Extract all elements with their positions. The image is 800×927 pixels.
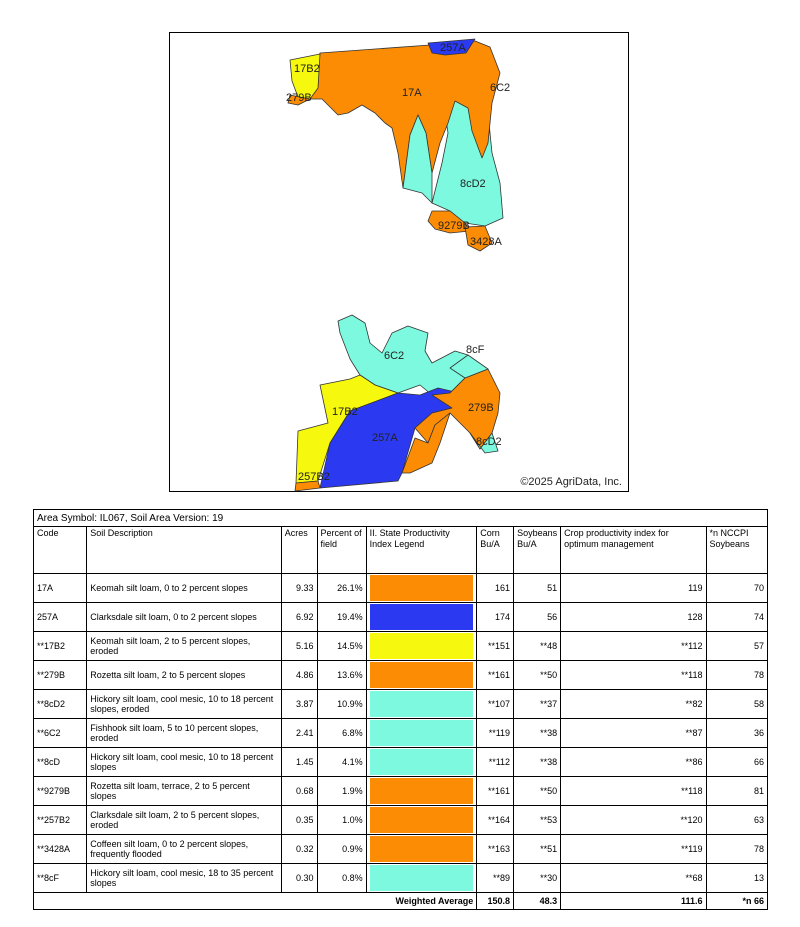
cell-legend-swatch xyxy=(366,748,477,777)
cell-nccpi: 78 xyxy=(706,835,768,864)
cell-soybeans: **51 xyxy=(514,835,561,864)
cell-legend-swatch xyxy=(366,719,477,748)
cell-percent: 19.4% xyxy=(317,603,366,632)
table-row xyxy=(34,835,768,864)
cell-acres: 6.92 xyxy=(281,603,317,632)
header-nccpi-soybeans: *n NCCPI Soybeans xyxy=(706,527,768,574)
cell-percent: 6.8% xyxy=(317,719,366,748)
cell-code: **257B2 xyxy=(34,806,87,835)
cell-legend-swatch xyxy=(366,603,477,632)
cell-acres: 0.35 xyxy=(281,806,317,835)
cell-legend-swatch xyxy=(366,777,477,806)
cell-code: **6C2 xyxy=(34,719,87,748)
header-productivity-legend: II. State Productivity Index Legend xyxy=(366,527,477,574)
cell-acres: 4.86 xyxy=(281,661,317,690)
cell-legend-swatch xyxy=(366,835,477,864)
cell-acres: 0.32 xyxy=(281,835,317,864)
cell-code: **8cD2 xyxy=(34,690,87,719)
cell-nccpi: 36 xyxy=(706,719,768,748)
cell-cpi: **120 xyxy=(561,806,706,835)
cell-percent: 4.1% xyxy=(317,748,366,777)
cell-cpi: **118 xyxy=(561,661,706,690)
cell-cpi: **68 xyxy=(561,864,706,893)
weighted-average-nccpi: *n 66 xyxy=(706,893,768,910)
cell-percent: 1.9% xyxy=(317,777,366,806)
legend-color-swatch xyxy=(370,778,474,804)
cell-acres: 3.87 xyxy=(281,690,317,719)
cell-soil-description: Coffeen silt loam, 0 to 2 percent slopes, frequently flooded xyxy=(87,835,282,864)
cell-nccpi: 74 xyxy=(706,603,768,632)
cell-code: **8cD xyxy=(34,748,87,777)
table-row xyxy=(34,748,768,777)
area-symbol-line: Area Symbol: IL067, Soil Area Version: 19 xyxy=(34,510,768,527)
map-label-17B2-south: 17B2 xyxy=(332,406,358,418)
cell-nccpi: 63 xyxy=(706,806,768,835)
table-row xyxy=(34,719,768,748)
cell-corn: **107 xyxy=(477,690,514,719)
cell-corn: **161 xyxy=(477,777,514,806)
cell-soil-description: Hickory silt loam, cool mesic, 18 to 35 percent slopes xyxy=(87,864,282,893)
legend-color-swatch xyxy=(370,836,474,862)
soil-table xyxy=(33,509,768,910)
cell-acres: 1.45 xyxy=(281,748,317,777)
cell-acres: 0.68 xyxy=(281,777,317,806)
weighted-average-row xyxy=(34,893,768,910)
header-crop-productivity-index: Crop productivity index for optimum management xyxy=(561,527,706,574)
cell-cpi: **118 xyxy=(561,777,706,806)
table-row xyxy=(34,632,768,661)
cell-legend-swatch xyxy=(366,574,477,603)
weighted-average-cpi: 111.6 xyxy=(561,893,706,910)
cell-soybeans: **50 xyxy=(514,777,561,806)
table-row xyxy=(34,777,768,806)
map-label-257A: 257A xyxy=(372,432,398,444)
cell-percent: 26.1% xyxy=(317,574,366,603)
cell-percent: 0.9% xyxy=(317,835,366,864)
legend-color-swatch xyxy=(370,865,474,891)
cell-legend-swatch xyxy=(366,661,477,690)
cell-nccpi: 13 xyxy=(706,864,768,893)
cell-cpi: **82 xyxy=(561,690,706,719)
cell-corn: **163 xyxy=(477,835,514,864)
soil-map-drawing xyxy=(170,33,630,493)
cell-soybeans: **38 xyxy=(514,748,561,777)
cell-soil-description: Fishhook silt loam, 5 to 10 percent slopes, eroded xyxy=(87,719,282,748)
cell-nccpi: 57 xyxy=(706,632,768,661)
cell-nccpi: 58 xyxy=(706,690,768,719)
soil-map xyxy=(169,32,629,492)
map-label-279B-north: 279B xyxy=(286,92,312,104)
map-label-8cD2-south: 8cD2 xyxy=(476,436,502,448)
cell-soybeans: 56 xyxy=(514,603,561,632)
header-soybeans: Soybeans Bu/A xyxy=(514,527,561,574)
map-label-257A-north: 257A xyxy=(440,42,466,54)
legend-color-swatch xyxy=(370,662,474,688)
cell-percent: 0.8% xyxy=(317,864,366,893)
header-corn: Corn Bu/A xyxy=(477,527,514,574)
map-label-17B2-north: 17B2 xyxy=(294,63,320,75)
legend-color-swatch xyxy=(370,691,474,717)
weighted-average-soybeans: 48.3 xyxy=(514,893,561,910)
cell-nccpi: 70 xyxy=(706,574,768,603)
cell-acres: 9.33 xyxy=(281,574,317,603)
cell-legend-swatch xyxy=(366,632,477,661)
legend-color-swatch xyxy=(370,720,474,746)
cell-cpi: **112 xyxy=(561,632,706,661)
cell-soybeans: **38 xyxy=(514,719,561,748)
cell-code: 257A xyxy=(34,603,87,632)
cell-code: **279B xyxy=(34,661,87,690)
cell-code: **9279B xyxy=(34,777,87,806)
map-label-8cD2-north: 8cD2 xyxy=(460,178,486,190)
cell-soybeans: 51 xyxy=(514,574,561,603)
cell-acres: 2.41 xyxy=(281,719,317,748)
cell-nccpi: 78 xyxy=(706,661,768,690)
cell-corn: **164 xyxy=(477,806,514,835)
cell-soil-description: Clarksdale silt loam, 2 to 5 percent slopes, eroded xyxy=(87,806,282,835)
header-acres: Acres xyxy=(281,527,317,574)
legend-color-swatch xyxy=(370,749,474,775)
cell-cpi: **86 xyxy=(561,748,706,777)
cell-soybeans: **48 xyxy=(514,632,561,661)
table-header-row xyxy=(34,527,768,574)
legend-color-swatch xyxy=(370,807,474,833)
cell-percent: 10.9% xyxy=(317,690,366,719)
cell-soil-description: Hickory silt loam, cool mesic, 10 to 18 percent slopes xyxy=(87,748,282,777)
cell-soybeans: **30 xyxy=(514,864,561,893)
legend-color-swatch xyxy=(370,575,474,601)
cell-corn: 161 xyxy=(477,574,514,603)
cell-corn: **89 xyxy=(477,864,514,893)
map-label-3428A: 3428A xyxy=(470,236,502,248)
map-label-279B-south: 279B xyxy=(468,402,494,414)
cell-acres: 5.16 xyxy=(281,632,317,661)
map-label-257B2: 257B2 xyxy=(298,471,330,483)
map-label-9279B: 9279B xyxy=(438,220,470,232)
cell-soil-description: Rozetta silt loam, 2 to 5 percent slopes xyxy=(87,661,282,690)
header-code: Code xyxy=(34,527,87,574)
cell-soybeans: **53 xyxy=(514,806,561,835)
header-percent-of-field: Percent of field xyxy=(317,527,366,574)
cell-legend-swatch xyxy=(366,690,477,719)
table-row xyxy=(34,603,768,632)
cell-cpi: 119 xyxy=(561,574,706,603)
cell-code: **8cF xyxy=(34,864,87,893)
legend-color-swatch xyxy=(370,633,474,659)
cell-nccpi: 66 xyxy=(706,748,768,777)
cell-corn: **151 xyxy=(477,632,514,661)
cell-cpi: 128 xyxy=(561,603,706,632)
cell-corn: **119 xyxy=(477,719,514,748)
cell-soybeans: **37 xyxy=(514,690,561,719)
map-label-17A: 17A xyxy=(402,87,422,99)
table-row xyxy=(34,690,768,719)
map-label-8cF: 8cF xyxy=(466,344,485,356)
cell-soil-description: Rozetta silt loam, terrace, 2 to 5 percent slopes xyxy=(87,777,282,806)
weighted-average-corn: 150.8 xyxy=(477,893,514,910)
table-row xyxy=(34,661,768,690)
cell-percent: 14.5% xyxy=(317,632,366,661)
cell-legend-swatch xyxy=(366,864,477,893)
cell-soil-description: Keomah silt loam, 0 to 2 percent slopes xyxy=(87,574,282,603)
cell-corn: **112 xyxy=(477,748,514,777)
cell-percent: 13.6% xyxy=(317,661,366,690)
cell-code: **3428A xyxy=(34,835,87,864)
legend-color-swatch xyxy=(370,604,474,630)
cell-cpi: **87 xyxy=(561,719,706,748)
map-label-6C2-north: 6C2 xyxy=(490,82,511,94)
cell-code: 17A xyxy=(34,574,87,603)
cell-soil-description: Hickory silt loam, cool mesic, 10 to 18 percent slopes, eroded xyxy=(87,690,282,719)
table-row xyxy=(34,864,768,893)
cell-soybeans: **50 xyxy=(514,661,561,690)
cell-cpi: **119 xyxy=(561,835,706,864)
cell-corn: **161 xyxy=(477,661,514,690)
table-row xyxy=(34,574,768,603)
cell-percent: 1.0% xyxy=(317,806,366,835)
table-row xyxy=(34,806,768,835)
cell-code: **17B2 xyxy=(34,632,87,661)
cell-legend-swatch xyxy=(366,806,477,835)
map-label-6C2-south: 6C2 xyxy=(384,350,405,362)
cell-corn: 174 xyxy=(477,603,514,632)
weighted-average-label: Weighted Average xyxy=(34,893,477,910)
cell-nccpi: 81 xyxy=(706,777,768,806)
cell-acres: 0.30 xyxy=(281,864,317,893)
header-soil-description: Soil Description xyxy=(87,527,282,574)
map-copyright: ©2025 AgriData, Inc. xyxy=(520,476,622,488)
cell-soil-description: Keomah silt loam, 2 to 5 percent slopes, eroded xyxy=(87,632,282,661)
cell-soil-description: Clarksdale silt loam, 0 to 2 percent slopes xyxy=(87,603,282,632)
